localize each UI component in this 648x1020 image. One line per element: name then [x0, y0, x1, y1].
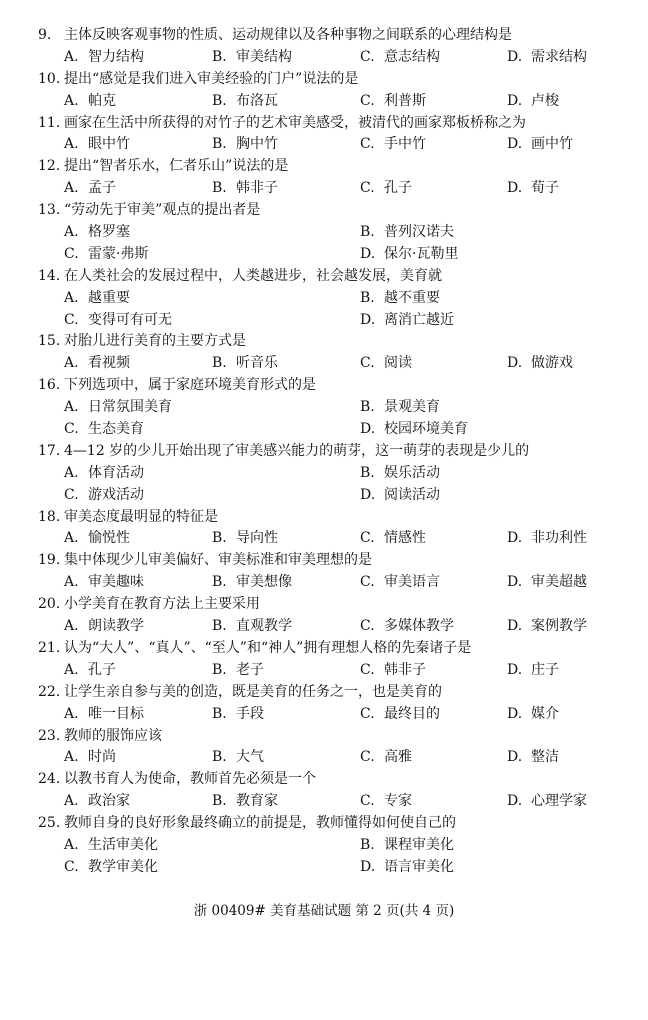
option-d: D. 画中竹 [507, 136, 573, 153]
option-b: B. 普列汉诺夫 [360, 224, 454, 241]
option-a: A. 愉悦性 [64, 530, 130, 547]
option-b: B. 娱乐活动 [360, 464, 440, 481]
question-stem: “劳动先于审美”观点的提出者是 [64, 202, 261, 219]
question-number: 13. [38, 202, 61, 219]
question-number: 25. [38, 815, 61, 832]
option-d: D. 媒介 [507, 705, 559, 722]
option-d: D. 语言审美化 [360, 858, 454, 875]
question-14 [38, 266, 623, 332]
option-c: C. 利普斯 [360, 92, 426, 109]
option-a: A. 孟子 [64, 180, 116, 197]
question-stem: 教师自身的良好形象最终确立的前提是，教师懂得如何使自己的 [64, 815, 456, 832]
page-footer: 浙 00409# 美育基础试题 第 2 页(共 4 页) [193, 903, 455, 919]
option-b: B. 胸中竹 [212, 136, 278, 153]
question-list [38, 25, 623, 879]
option-c: C. 韩非子 [360, 661, 426, 678]
option-b: B. 教育家 [212, 793, 278, 810]
question-stem: 主体反映客观事物的性质、运动规律以及各种事物之间联系的心理结构是 [64, 27, 512, 43]
option-b: B. 直观教学 [212, 618, 292, 635]
option-d: D. 整洁 [507, 749, 559, 766]
option-d: D. 做游戏 [507, 355, 573, 372]
question-stem: 对胎儿进行美育的主要方式是 [64, 333, 246, 350]
question-11 [38, 113, 623, 157]
question-21 [38, 638, 623, 682]
option-c: C. 游戏活动 [64, 486, 144, 503]
option-c: C. 最终目的 [360, 705, 440, 722]
option-b: B. 老子 [212, 661, 264, 678]
question-number: 23. [38, 727, 61, 744]
option-a: A. 越重要 [64, 289, 130, 306]
question-9 [38, 25, 623, 69]
question-number: 19. [38, 552, 61, 569]
option-d: D. 荀子 [507, 180, 559, 197]
option-c: C. 高雅 [360, 749, 412, 766]
option-b: B. 布洛瓦 [212, 92, 278, 109]
option-d: D. 审美超越 [507, 574, 587, 591]
option-a: A. 政治家 [64, 793, 130, 810]
option-c: C. 意志结构 [360, 48, 440, 65]
option-b: B. 审美结构 [212, 48, 292, 65]
question-20 [38, 594, 623, 638]
option-b: B. 手段 [212, 705, 264, 722]
option-b: B. 景观美育 [360, 399, 440, 416]
question-number: 22. [38, 683, 61, 700]
option-d: D. 校园环境美育 [360, 421, 468, 438]
option-c: C. 变得可有可无 [64, 311, 172, 328]
option-c: C. 专家 [360, 793, 412, 810]
option-a: A. 唯一目标 [64, 705, 144, 722]
question-23 [38, 726, 623, 770]
question-24 [38, 769, 623, 813]
option-b: B. 越不重要 [360, 289, 440, 306]
option-d: D. 需求结构 [507, 48, 587, 65]
option-c: C. 孔子 [360, 180, 412, 197]
option-a: A. 时尚 [64, 749, 116, 766]
question-number: 14. [38, 267, 61, 284]
option-a: A. 体育活动 [64, 464, 144, 481]
question-12 [38, 156, 623, 200]
option-d: D. 卢梭 [507, 92, 559, 109]
option-c: C. 教学审美化 [64, 858, 158, 875]
option-a: A. 朗读教学 [64, 618, 144, 635]
question-13 [38, 200, 623, 266]
option-c: C. 生态美育 [64, 421, 144, 438]
option-b: B. 审美想像 [212, 574, 292, 591]
option-a: A. 看视频 [64, 355, 130, 372]
option-c: C. 手中竹 [360, 136, 426, 153]
option-a: A. 眼中竹 [64, 136, 130, 153]
option-c: C. 阅读 [360, 355, 412, 372]
question-number: 20. [38, 596, 61, 613]
option-c: C. 雷蒙·弗斯 [64, 245, 149, 262]
question-stem: 4—12 岁的少儿开始出现了审美感兴能力的萌芽，这一萌芽的表现是少儿的 [64, 442, 530, 459]
question-stem: 小学美育在教育方法上主要采用 [64, 596, 260, 613]
question-stem: 让学生亲自参与美的创造，既是美育的任务之一，也是美育的 [64, 683, 442, 700]
question-stem: 下列选项中，属于家庭环境美育形式的是 [64, 377, 316, 394]
question-number: 10. [38, 70, 61, 87]
question-25 [38, 813, 623, 879]
option-b: B. 大气 [212, 749, 264, 766]
option-d: D. 庄子 [507, 661, 559, 678]
question-number: 18. [38, 508, 61, 525]
option-a: A. 日常氛围美育 [64, 399, 172, 416]
option-a: A. 审美趣味 [64, 574, 144, 591]
question-number: 11. [38, 114, 61, 131]
option-b: B. 韩非子 [212, 180, 278, 197]
question-19 [38, 550, 623, 594]
question-16 [38, 375, 623, 441]
question-number: 21. [38, 639, 61, 656]
option-d: D. 阅读活动 [360, 486, 440, 503]
question-number: 24. [38, 771, 61, 788]
option-a: A. 智力结构 [64, 48, 144, 65]
question-stem: 以教书育人为使命，教师首先必须是一个 [64, 771, 316, 788]
option-a: A. 孔子 [64, 661, 116, 678]
question-stem: 集中体现少儿审美偏好、审美标准和审美理想的是 [64, 552, 372, 569]
option-c: C. 多媒体教学 [360, 618, 454, 635]
question-stem: 认为“大人”、“真人”、“至人”和“神人”拥有理想人格的先秦诸子是 [64, 639, 472, 656]
option-c: C. 审美语言 [360, 574, 440, 591]
question-18 [38, 507, 623, 551]
question-stem: 提出“智者乐水，仁者乐山”说法的是 [64, 158, 289, 175]
question-stem: 画家在生活中所获得的对竹子的艺术审美感受，被清代的画家郑板桥称之为 [64, 114, 526, 131]
option-d: D. 离消亡越近 [360, 311, 454, 328]
option-a: A. 帕克 [64, 92, 116, 109]
option-c: C. 情感性 [360, 530, 426, 547]
question-number: 16. [38, 377, 61, 394]
question-17 [38, 441, 623, 507]
option-d: D. 心理学家 [507, 793, 587, 810]
question-number: 9. [38, 27, 52, 43]
question-stem: 教师的服饰应该 [64, 727, 162, 744]
option-d: D. 非功利性 [507, 530, 587, 547]
question-number: 15. [38, 333, 61, 350]
question-10 [38, 69, 623, 113]
option-d: D. 保尔·瓦勒里 [360, 245, 459, 262]
option-a: A. 格罗塞 [64, 224, 130, 241]
question-stem: 审美态度最明显的特征是 [64, 508, 218, 525]
option-b: B. 听音乐 [212, 355, 278, 372]
question-stem: 在人类社会的发展过程中，人类越进步，社会越发展，美育就 [64, 267, 442, 284]
option-b: B. 导向性 [212, 530, 278, 547]
question-stem: 提出“感觉是我们进入审美经验的门户”说法的是 [64, 70, 359, 87]
option-a: A. 生活审美化 [64, 836, 158, 853]
option-d: D. 案例教学 [507, 618, 587, 635]
question-number: 12. [38, 158, 61, 175]
question-15 [38, 331, 623, 375]
question-number: 17. [38, 442, 61, 459]
question-22 [38, 682, 623, 726]
option-b: B. 课程审美化 [360, 836, 454, 853]
